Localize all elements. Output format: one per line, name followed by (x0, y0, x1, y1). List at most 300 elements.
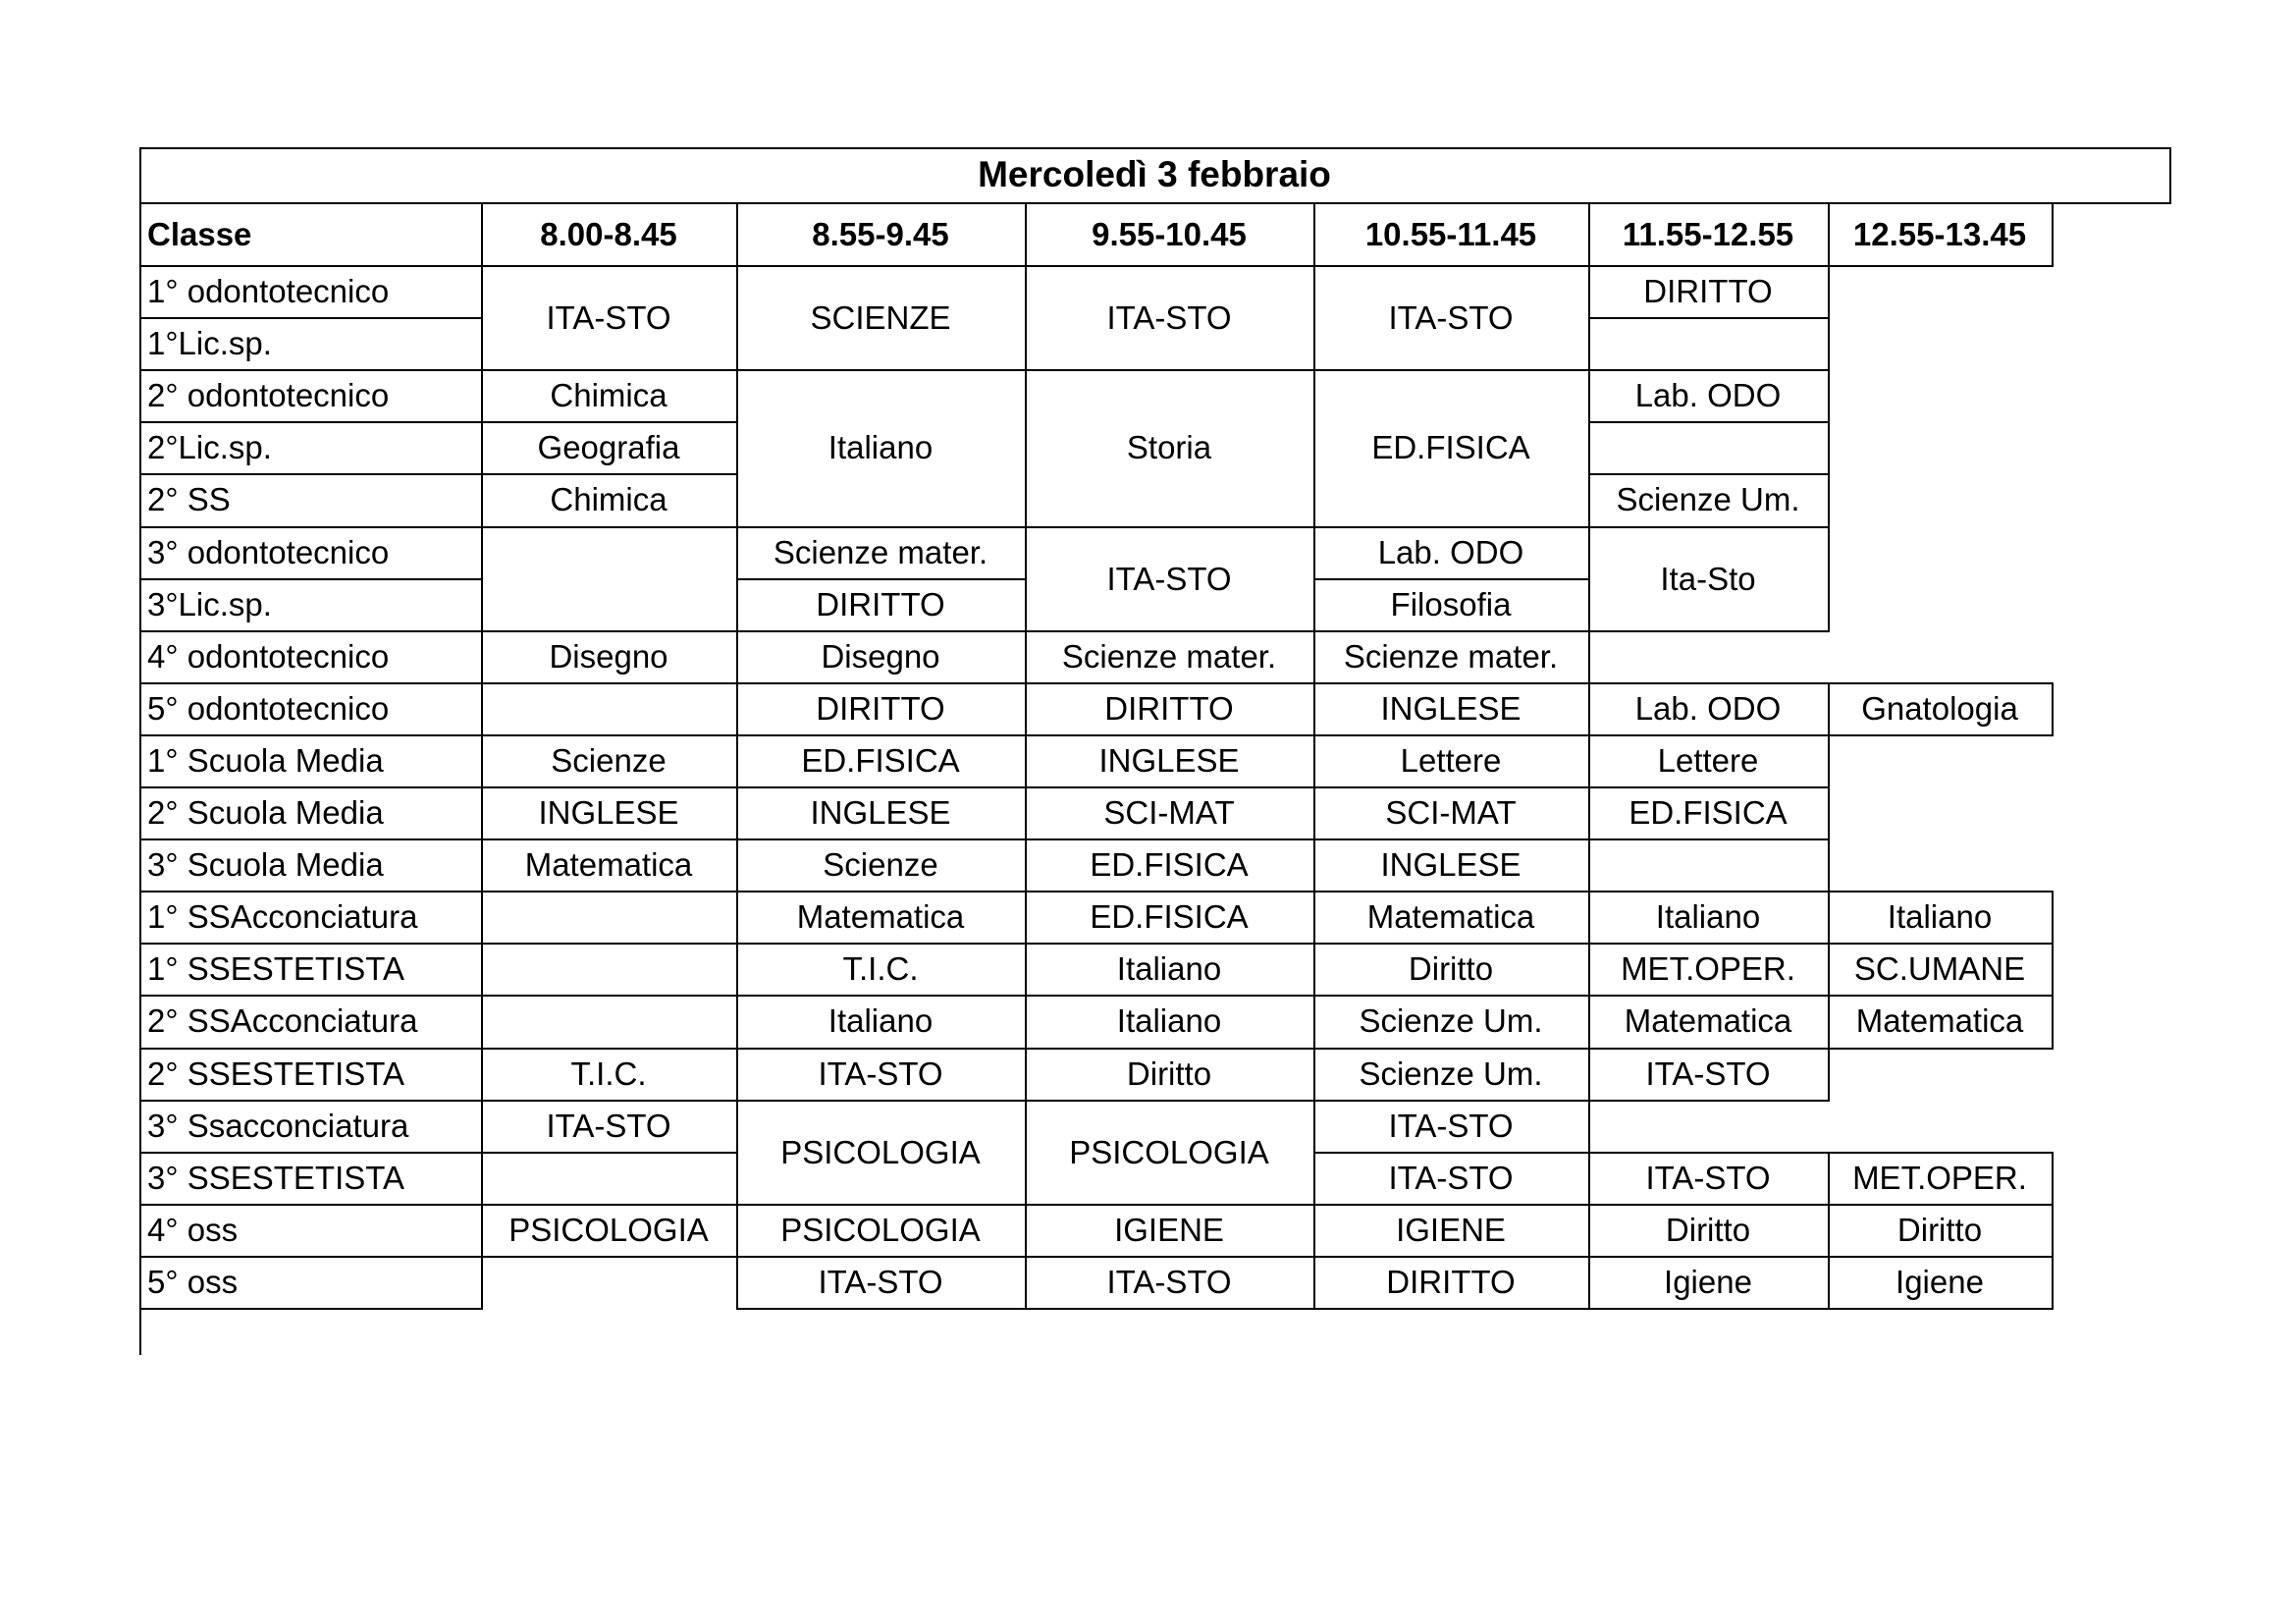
grid-line (1025, 943, 1027, 997)
grid-line (2052, 995, 2054, 1049)
grid-line (1588, 1204, 1830, 1206)
grid-line (481, 421, 738, 423)
class-label: 2° SSAcconciatura (147, 1002, 418, 1039)
grid-line (1828, 369, 1830, 423)
grid-line (736, 369, 1027, 371)
grid-line (736, 526, 1027, 528)
grid-line (1025, 682, 1027, 736)
grid-line (481, 526, 738, 528)
grid-line (1828, 682, 1830, 736)
grid-line (736, 1100, 1027, 1102)
grid-line (1588, 786, 1830, 788)
grid-line (1588, 265, 1590, 319)
grid-line (481, 1204, 483, 1258)
timetable-cell: INGLESE (1098, 742, 1240, 779)
grid-line (1588, 317, 1590, 371)
grid-line (1828, 1048, 1830, 1102)
grid-line (481, 1152, 738, 1154)
grid-line (1313, 630, 1590, 632)
timetable-cell: ED.FISICA (1090, 846, 1249, 883)
grid-line (1313, 578, 1590, 580)
grid-line (1828, 943, 2054, 945)
grid-line (1828, 317, 1830, 371)
grid-line (736, 891, 738, 945)
grid-line (1828, 839, 1830, 893)
grid-line (736, 1100, 738, 1206)
grid-line (1828, 995, 1830, 1049)
grid-line (1828, 421, 1830, 475)
grid-line (1313, 1204, 1315, 1258)
grid-line (736, 995, 738, 1049)
grid-line (1025, 995, 1315, 997)
class-label: 2° SS (147, 481, 231, 517)
timetable-cell: PSICOLOGIA (1069, 1133, 1269, 1170)
timetable-cell: ITA-STO (1106, 298, 1232, 336)
grid-line (1313, 265, 1315, 371)
grid-line (481, 734, 738, 736)
grid-line (1025, 734, 1027, 788)
timetable-cell: Scienze mater. (1343, 638, 1559, 675)
grid-line (1025, 369, 1027, 527)
header-slot: 9.55-10.45 (1092, 215, 1247, 252)
grid-line (1588, 1152, 1590, 1206)
grid-line (736, 839, 738, 893)
grid-line (736, 265, 738, 371)
grid-line (1313, 786, 1590, 788)
grid-line (481, 421, 483, 475)
timetable-cell: PSICOLOGIA (780, 1133, 981, 1170)
grid-line (1025, 630, 1027, 684)
grid-line (481, 473, 738, 475)
class-label: 4° oss (147, 1212, 239, 1248)
header-slot: 11.55-12.55 (1622, 215, 1794, 252)
grid-line (736, 1048, 738, 1102)
header-slot: 10.55-11.45 (1364, 215, 1537, 252)
class-label: 1° odontotecnico (147, 273, 390, 309)
grid-line (1313, 995, 1315, 1049)
grid-line (1588, 202, 1590, 267)
grid-line (1588, 1048, 1590, 1102)
timetable-cell: ITA-STO (1106, 560, 1232, 597)
grid-line (1828, 1256, 1830, 1310)
class-label: 2°Lic.sp. (147, 429, 272, 465)
grid-line (481, 1048, 738, 1050)
timetable-cell: Matematica (1366, 898, 1535, 935)
grid-line (736, 1308, 1027, 1310)
grid-line (139, 147, 2171, 149)
grid-line (1025, 839, 1315, 840)
grid-line (1313, 734, 1590, 736)
timetable-cell: Diritto (1896, 1212, 1983, 1248)
timetable-cell: PSICOLOGIA (780, 1212, 981, 1248)
timetable-cell: Igiene (1664, 1264, 1752, 1300)
grid-line (1313, 1256, 1315, 1310)
grid-line (1588, 1048, 1830, 1050)
grid-line (736, 578, 738, 632)
grid-line (481, 630, 738, 632)
grid-line (1313, 839, 1590, 840)
grid-line (1828, 734, 2054, 736)
timetable-cell (1588, 317, 1828, 369)
grid-line (481, 839, 738, 840)
grid-line (1025, 265, 1315, 267)
grid-line (1025, 265, 1027, 371)
grid-line (1025, 369, 1315, 371)
timetable-cell: MET.OPER. (1852, 1160, 2027, 1196)
grid-line (736, 1048, 1027, 1050)
timetable-cell: ED.FISICA (1090, 898, 1249, 935)
grid-line (1313, 839, 1315, 893)
timetable-cell: Italiano (828, 429, 934, 465)
grid-line (736, 630, 738, 684)
timetable-cell: Scienze mater. (1061, 638, 1277, 675)
grid-line (481, 202, 483, 267)
class-label: 3° SSESTETISTA (147, 1160, 404, 1196)
grid-line (1025, 891, 1027, 945)
grid-line (1828, 473, 1830, 527)
grid-line (1025, 1308, 1315, 1310)
grid-line (736, 682, 738, 736)
grid-line (481, 943, 483, 997)
grid-line (1313, 943, 1315, 997)
grid-line (736, 734, 738, 788)
grid-line (1025, 1100, 1315, 1102)
grid-line (481, 943, 738, 945)
grid-line (1025, 630, 1315, 632)
grid-line (1828, 1204, 2054, 1206)
grid-line (736, 734, 1027, 736)
grid-line (736, 1204, 1027, 1206)
timetable-cell: Lab. ODO (1377, 534, 1524, 570)
timetable-cell: Italiano (1887, 898, 1993, 935)
timetable-cell: IGIENE (1114, 1212, 1224, 1248)
grid-line (1313, 526, 1590, 528)
class-label: 1° Scuola Media (147, 742, 384, 779)
grid-line (1313, 891, 1315, 945)
grid-line (481, 369, 738, 371)
grid-line (481, 265, 738, 267)
grid-line (481, 1152, 483, 1206)
grid-line (736, 786, 738, 840)
grid-line (1588, 734, 1830, 736)
timetable-cell: DIRITTO (1386, 1264, 1516, 1300)
grid-line (736, 202, 738, 267)
timetable-cell: Gnatologia (1861, 690, 2018, 727)
grid-line (2052, 1256, 2054, 1310)
timetable-cell: Matematica (524, 846, 693, 883)
header-slot: 8.55-9.45 (812, 215, 949, 252)
header-slot: 12.55-13.45 (1852, 215, 2027, 252)
grid-line (1588, 891, 1830, 893)
grid-line (1313, 369, 1590, 371)
timetable-cell: T.I.C. (570, 1055, 647, 1092)
grid-line (1588, 526, 1590, 632)
grid-line (1828, 1048, 2054, 1050)
timetable-cell: Italiano (1655, 898, 1761, 935)
timetable-cell: Lettere (1657, 742, 1759, 779)
grid-line (481, 891, 738, 893)
timetable-cell: Scienze (823, 846, 938, 883)
grid-line (1588, 786, 1590, 840)
grid-line (1025, 786, 1315, 788)
timetable-cell: Diritto (1126, 1055, 1212, 1092)
grid-line (1313, 1256, 1590, 1258)
grid-line (1828, 1256, 2054, 1258)
grid-line (736, 578, 1027, 580)
grid-line (1828, 1152, 2054, 1154)
timetable-cell: Italiano (1116, 1002, 1222, 1039)
grid-line (2052, 202, 2054, 267)
timetable-cell: SCIENZE (810, 298, 951, 336)
grid-line (139, 1308, 483, 1310)
grid-line (1313, 369, 1315, 527)
grid-line (1588, 734, 1590, 788)
grid-line (1828, 682, 2054, 684)
grid-line (1313, 1204, 1590, 1206)
timetable-cell: Matematica (1855, 1002, 2024, 1039)
class-label: 5° oss (147, 1264, 239, 1300)
timetable-cell: Scienze mater. (773, 534, 988, 570)
timetable-cell (1588, 839, 1828, 891)
timetable-cell: ITA-STO (818, 1055, 943, 1092)
grid-line (2052, 943, 2054, 997)
timetable-cell: SC.UMANE (1853, 950, 2026, 987)
grid-line (1828, 202, 1830, 267)
grid-line (1588, 1256, 1590, 1310)
grid-line (1588, 473, 1830, 475)
grid-line (481, 682, 483, 736)
grid-line (1313, 1308, 1590, 1310)
timetable-cell: IGIENE (1396, 1212, 1506, 1248)
grid-line (1588, 1256, 1830, 1258)
timetable-cell: INGLESE (1380, 846, 1522, 883)
timetable-cell: Diritto (1665, 1212, 1751, 1248)
grid-line (1025, 1048, 1315, 1050)
grid-line (1588, 317, 1830, 319)
grid-line (1313, 682, 1315, 736)
timetable-cell: Filosofia (1390, 586, 1512, 622)
timetable-cell: Matematica (1624, 1002, 1792, 1039)
class-label: 3° odontotecnico (147, 534, 390, 570)
grid-line (1588, 1100, 1590, 1154)
timetable-cell (481, 891, 736, 943)
grid-line (1828, 734, 1830, 788)
grid-line (1588, 839, 1590, 893)
timetable-cell: INGLESE (1380, 690, 1522, 727)
grid-line (1025, 1256, 1027, 1310)
grid-line (736, 839, 1027, 840)
grid-line (736, 1256, 738, 1310)
grid-line (1588, 943, 1590, 997)
grid-line (2052, 1204, 2054, 1258)
grid-line (736, 682, 1027, 684)
grid-line (481, 1204, 738, 1206)
class-label: 2° odontotecnico (147, 377, 390, 413)
timetable-cell: ED.FISICA (1371, 429, 1530, 465)
grid-line (1828, 526, 1830, 632)
grid-line (481, 1100, 738, 1102)
grid-line (1588, 421, 1590, 475)
grid-line (1025, 1204, 1315, 1206)
grid-line (1588, 421, 1830, 423)
grid-line (1313, 265, 1590, 267)
grid-line (2052, 682, 2054, 736)
grid-line (481, 265, 483, 371)
class-label: 3° Scuola Media (147, 846, 384, 883)
grid-line (736, 943, 1027, 945)
grid-line (481, 786, 738, 788)
class-label: 1° SSESTETISTA (147, 950, 404, 987)
grid-line (1313, 630, 1315, 684)
grid-line (736, 1256, 1027, 1258)
grid-line (1025, 202, 1027, 267)
grid-line (1313, 1048, 1315, 1102)
grid-line (736, 995, 1027, 997)
grid-line (1588, 1204, 1590, 1258)
grid-line (481, 734, 483, 788)
timetable-cell: ED.FISICA (801, 742, 960, 779)
grid-line (481, 369, 483, 423)
timetable-cell: DIRITTO (816, 586, 945, 622)
timetable-cell: T.I.C. (842, 950, 919, 987)
grid-line (1025, 891, 1315, 893)
grid-line (1588, 891, 1590, 945)
grid-line (1313, 1100, 1590, 1102)
grid-line (1588, 473, 1590, 527)
grid-line (1313, 943, 1590, 945)
grid-line (736, 265, 1027, 267)
class-label: 3° Ssacconciatura (147, 1108, 409, 1144)
timetable-cell: Lab. ODO (1634, 690, 1782, 727)
timetable-cell: Italiano (828, 1002, 934, 1039)
grid-line (1588, 995, 1830, 997)
grid-line (1313, 995, 1590, 997)
timetable-cell: Ita-Sto (1660, 560, 1756, 597)
grid-line (1025, 839, 1027, 893)
grid-line (1025, 995, 1027, 1049)
grid-line (1025, 943, 1315, 945)
timetable-cell: ED.FISICA (1629, 794, 1788, 831)
grid-line (1588, 1308, 1830, 1310)
grid-line (1588, 630, 1590, 684)
class-label: 1°Lic.sp. (147, 325, 272, 361)
grid-line (1025, 1100, 1027, 1206)
grid-line (736, 943, 738, 997)
timetable-cell: ITA-STO (1388, 1108, 1514, 1144)
grid-line (736, 891, 1027, 893)
header-classe: Classe (147, 215, 252, 252)
grid-line (1313, 578, 1315, 632)
grid-line (1313, 526, 1315, 580)
timetable-cell: DIRITTO (1643, 273, 1773, 309)
timetable-cell: INGLESE (538, 794, 679, 831)
timetable-cell: Italiano (1116, 950, 1222, 987)
timetable-cell: MET.OPER. (1621, 950, 1795, 987)
grid-line (1025, 786, 1027, 840)
grid-line (1025, 682, 1315, 684)
grid-line (1588, 630, 1830, 632)
timetable-cell: Scienze Um. (1616, 481, 1800, 517)
header-slot: 8.00-8.45 (540, 215, 677, 252)
grid-line (1025, 526, 1315, 528)
grid-line (2052, 891, 2054, 945)
grid-line (1588, 943, 1830, 945)
grid-line (736, 630, 1027, 632)
grid-line (1588, 995, 1590, 1049)
grid-line (1588, 265, 1830, 267)
timetable-cell (1588, 421, 1828, 473)
class-label: 5° odontotecnico (147, 690, 390, 727)
page-title: Mercoledì 3 febbraio (978, 154, 1331, 194)
grid-line (1313, 1100, 1315, 1154)
grid-line (1025, 526, 1027, 632)
grid-line (481, 786, 483, 840)
grid-line (1828, 1152, 1830, 1206)
grid-line (481, 682, 738, 684)
timetable-cell (481, 943, 736, 995)
grid-line (481, 995, 483, 1049)
grid-line (1588, 1100, 1830, 1102)
grid-line (736, 786, 1027, 788)
timetable-cell: Chimica (550, 377, 667, 413)
grid-line (481, 839, 483, 893)
grid-line (1588, 1152, 1830, 1154)
timetable-cell: ITA-STO (1645, 1055, 1771, 1092)
grid-line (1828, 943, 1830, 997)
timetable-cell: Diritto (1408, 950, 1494, 987)
timetable-cell: INGLESE (810, 794, 951, 831)
grid-line (736, 369, 738, 527)
grid-line (1588, 369, 1590, 423)
timetable-cell: Igiene (1896, 1264, 1984, 1300)
timetable-cell: SCI-MAT (1103, 794, 1235, 831)
timetable-cell: Disegno (549, 638, 668, 675)
grid-line (1828, 1204, 1830, 1258)
timetable-cell: PSICOLOGIA (508, 1212, 709, 1248)
class-label: 3°Lic.sp. (147, 586, 272, 622)
grid-line (1588, 526, 1830, 528)
class-label: 1° SSAcconciatura (147, 898, 418, 935)
grid-line (1828, 786, 1830, 840)
grid-line (481, 1100, 483, 1154)
grid-line (481, 1048, 483, 1102)
grid-line (481, 526, 483, 632)
timetable-cell: Matematica (796, 898, 965, 935)
timetable-cell: Lettere (1400, 742, 1502, 779)
timetable-cell: Disegno (821, 638, 940, 675)
grid-line (481, 995, 738, 997)
timetable-cell: SCI-MAT (1385, 794, 1517, 831)
class-label: 2° Scuola Media (147, 794, 384, 831)
grid-line (1313, 202, 1315, 267)
grid-line (1828, 995, 2054, 997)
class-label: 2° SSESTETISTA (147, 1055, 404, 1092)
grid-line (1828, 1308, 2054, 1310)
grid-line (1025, 1256, 1315, 1258)
grid-line (1588, 682, 1830, 684)
grid-line (1313, 786, 1315, 840)
grid-line (1313, 1152, 1315, 1206)
timetable-cell: DIRITTO (1104, 690, 1234, 727)
grid-line (1828, 891, 2054, 893)
timetable-cell: Lab. ODO (1634, 377, 1782, 413)
timetable-cell: Chimica (550, 481, 667, 517)
timetable-cell: ITA-STO (1388, 1160, 1514, 1196)
grid-line (1313, 1048, 1590, 1050)
timetable-cell: Scienze Um. (1359, 1002, 1543, 1039)
timetable-cell (481, 526, 736, 630)
grid-line (1025, 1204, 1027, 1258)
